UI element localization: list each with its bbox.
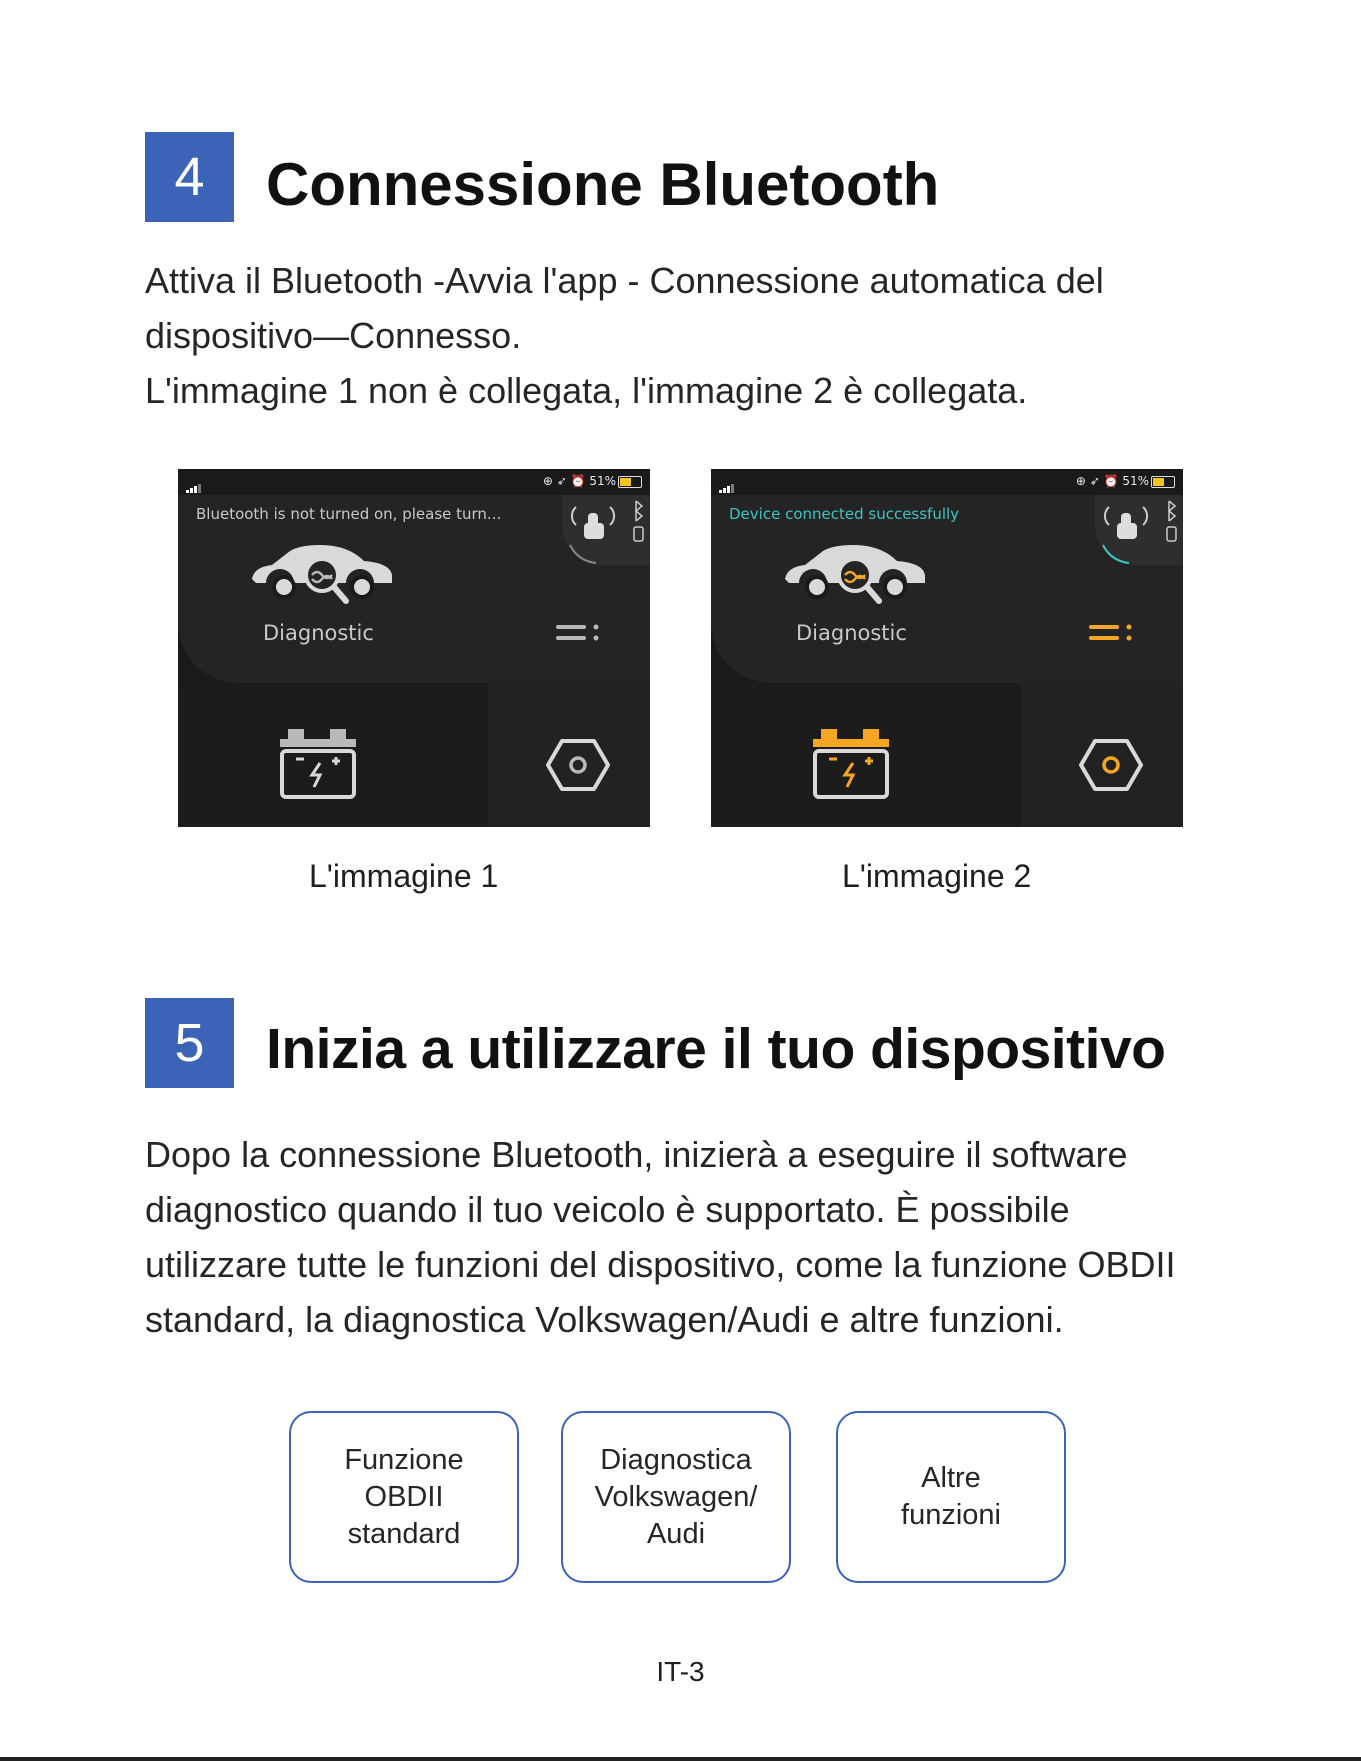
page-number: IT-3 [656,1656,705,1687]
bluetooth-connect-button [562,495,650,565]
car-diagnostic-icon [246,535,396,613]
settings-hex-icon [1077,737,1145,793]
status-right: ⊕ ➶ ⏰ 51% [1076,474,1175,488]
caption-image-1: L'immagine 1 [309,858,499,894]
signal-icon [186,478,202,493]
battery-test-icon [278,723,358,803]
battery-icon [618,476,642,488]
menu-icon [1089,622,1133,644]
bottom-divider [0,1757,1361,1761]
section-number-4: 4 [145,132,234,222]
status-right: ⊕ ➶ ⏰ 51% [543,474,642,488]
diagnostic-label: Diagnostic [263,621,374,645]
settings-tile [488,683,650,827]
connection-message: Device connected successfully [729,505,960,523]
feature-line: OBDII [364,1480,444,1513]
caption-image-2: L'immagine 2 [842,858,1032,894]
section-4-line-1: Attiva il Bluetooth -Avvia l'app - Connessione automatica del dispositivo—Connesso. [145,260,1104,356]
status-bar [711,469,1183,495]
feature-line: Volkswagen/ [594,1480,758,1513]
connection-message: Bluetooth is not turned on, please turn... [196,505,502,523]
feature-line: funzioni [901,1499,1001,1531]
battery-icon [1151,476,1175,488]
settings-hex-icon [544,737,612,793]
battery-percent: 51% [1122,474,1149,488]
feature-line: Audi [646,1517,706,1550]
feature-vw-audi-diagnostic [561,1411,791,1583]
feature-line: Funzione [344,1443,464,1476]
status-bar [178,469,650,495]
feature-line: Diagnostica [600,1443,752,1476]
menu-icon [556,622,600,644]
section-5-body [145,1127,1205,1347]
battery-test-icon [811,723,891,803]
signal-icon [719,478,735,493]
car-diagnostic-icon [779,535,929,613]
battery-percent: 51% [589,474,616,488]
battery-tile [178,683,488,827]
bluetooth-connect-button [1095,495,1183,565]
feature-obdii-standard [289,1411,519,1583]
diagnostic-label: Diagnostic [796,621,907,645]
section-4-body [145,253,1225,418]
settings-tile [1021,683,1183,827]
section-number-5: 5 [145,998,234,1088]
app-screenshot-1 [178,469,650,827]
feature-line: Altre [921,1462,981,1494]
feature-line: standard [347,1517,461,1550]
feature-other-functions [836,1411,1066,1583]
section-5-paragraph: Dopo la connessione Bluetooth, inizierà a eseguire il software diagnostico quando il tuo veicolo è supportato. È possibile utilizzare tutte le funzioni del dispositivo, come la funzione OBDII standard, la diagnostica Volkswagen/Audi e altre funzioni. [145,1134,1176,1340]
section-4-line-2: L'immagine 1 non è collegata, l'immagine 2 è collegata. [145,370,1028,411]
app-screenshot-2 [711,469,1183,827]
section-title-5: Inizia a utilizzare il tuo dispositivo [266,1017,1166,1081]
battery-tile [711,683,1021,827]
section-title-4: Connessione Bluetooth [266,151,940,218]
